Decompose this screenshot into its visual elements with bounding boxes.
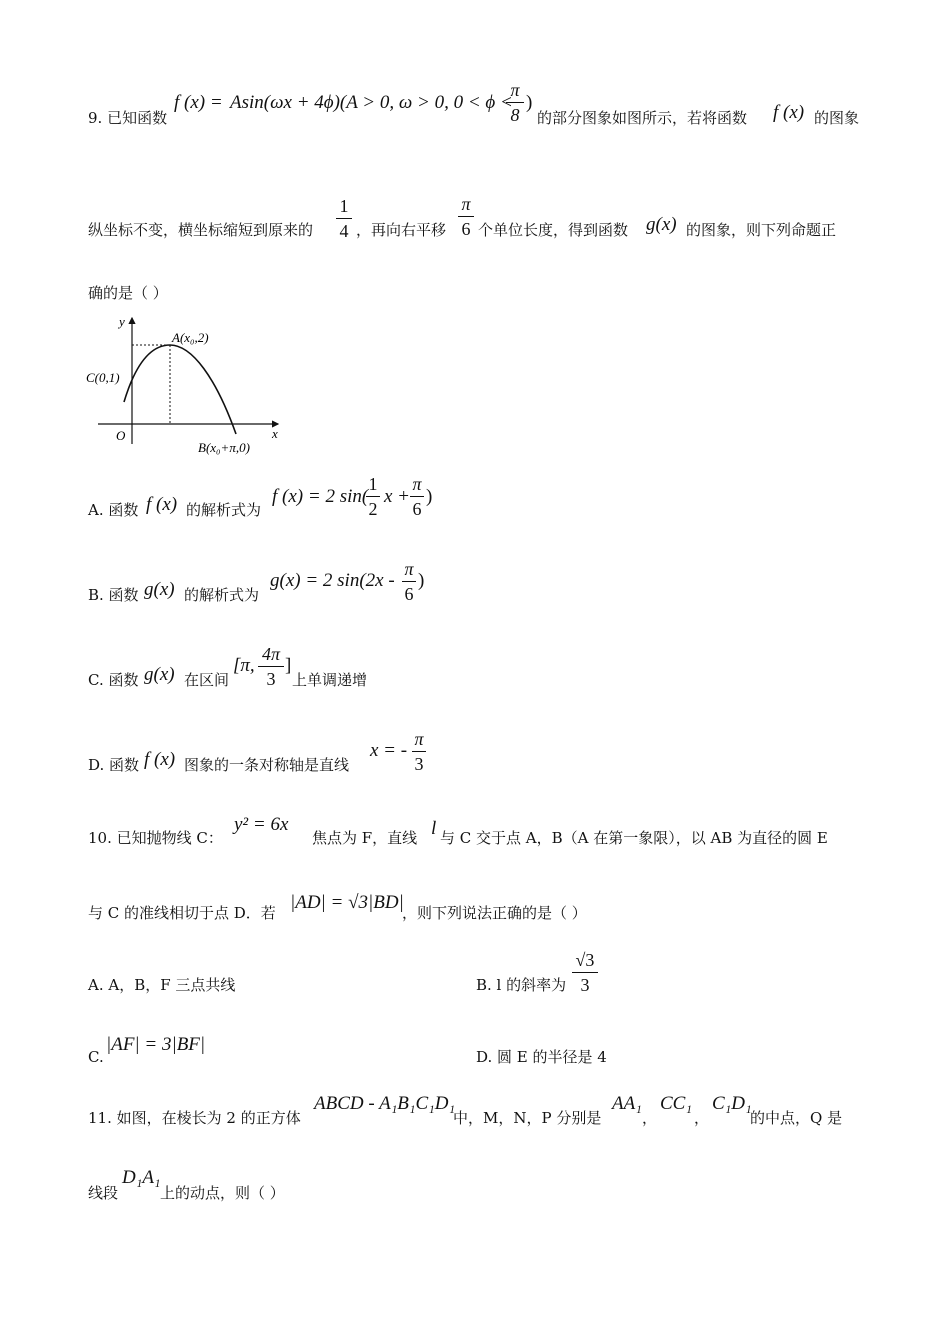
q9-opt-c-frac-num: 4π: [261, 644, 281, 664]
q10-line2-b: ，则下列说法正确的是（ ）: [402, 904, 587, 922]
q9-graph-point-c: C(0,1): [86, 370, 120, 385]
q9-opt-b-text: 的解析式为: [184, 586, 260, 604]
q9-opt-a-label: A. 函数: [88, 501, 139, 519]
q9-func-rhs: Asin(ωx + 4ϕ)(A > 0, ω > 0, 0 < ϕ <: [230, 92, 513, 113]
q9-opt-d-frac-num: π: [414, 729, 424, 749]
q9-line2-b: ，再向右平移: [356, 221, 447, 239]
q9-suffix1: 的部分图象如图所示，若将函数: [537, 109, 748, 127]
q9-opt-b-func: g(x): [144, 579, 175, 600]
q9-opt-a-frac1: [366, 474, 380, 519]
q11-comma2: ，: [694, 1109, 710, 1127]
q9-line3: 确的是（ ）: [88, 284, 168, 302]
q9-opt-d-text: 图象的一条对称轴是直线: [184, 756, 350, 774]
q9-scale-fraction: [336, 196, 352, 241]
q9-opt-a-frac2-den: 6: [412, 499, 422, 519]
q10-equation: y² = 6x: [234, 814, 289, 835]
q9-graph-x-label: x: [272, 426, 278, 441]
q11-cube: ABCD - A₁B₁C₁D₁: [314, 1093, 456, 1114]
q9-opt-b-frac-num: π: [404, 559, 414, 579]
q9-opt-c-label: C. 函数: [88, 671, 139, 689]
q9-opt-d-frac-den: 3: [414, 754, 424, 774]
q10-opt-b-den: 3: [580, 975, 590, 995]
q11-seg3: C₁D₁: [712, 1093, 752, 1114]
q9-opt-c-func: g(x): [144, 664, 175, 685]
q11-text2: 的中点，Q 是: [750, 1109, 843, 1127]
q9-opt-d-expr-pre: x = -: [370, 740, 408, 761]
q9-opt-d-frac: [412, 729, 426, 774]
q10-text1: 焦点为 F，直线: [312, 829, 418, 847]
q9-line2-d: 的图象，则下列命题正: [686, 221, 837, 239]
q9-graph-origin: O: [116, 428, 126, 443]
q9-suffix2: 的图象: [814, 109, 860, 127]
q9-opt-a-text: 的解析式为: [186, 501, 262, 519]
q11-prefix: 11. 如图，在棱长为 2 的正方体: [88, 1109, 301, 1127]
q9-opt-a-func: f (x): [146, 494, 178, 515]
q9-opt-b-expr-post: ): [418, 570, 425, 591]
q11-text1: 中，M，N，P 分别是: [453, 1109, 602, 1127]
q11-comma1: ，: [642, 1109, 658, 1127]
q9-opt-d-func: f (x): [144, 749, 176, 770]
q10-condition: |AD| = √3|BD|: [290, 892, 404, 913]
q11-seg1: AA₁: [612, 1093, 642, 1114]
q9-opt-b-frac: [402, 559, 416, 604]
q9-opt-b-frac-den: 6: [404, 584, 414, 604]
q9-phi-bound-fraction: [506, 80, 524, 125]
q10-line-l: l: [431, 818, 437, 839]
q11-line2-b: 上的动点，则（ ）: [160, 1184, 285, 1202]
q9-graph-point-a: A(x₀,2): [172, 330, 209, 345]
q9-graph-curve: [124, 345, 236, 434]
q9-shift-fraction: [458, 194, 474, 239]
q9-opt-c-expr-post: ]: [285, 655, 292, 676]
q9-opt-b-expr-pre: g(x) = 2 sin(2x -: [270, 570, 395, 591]
q10-opt-d: D. 圆 E 的半径是 4: [476, 1048, 607, 1066]
q9-scale-num: 1: [339, 196, 349, 216]
q9-graph-point-b: B(x₀+π,0): [198, 440, 250, 455]
q9-opt-a-frac1-num: 1: [368, 474, 378, 494]
q9-func-lhs: f (x) =: [174, 92, 223, 113]
q10-prefix: 10. 已知抛物线 C：: [88, 829, 223, 847]
q9-graph: [86, 312, 286, 462]
q9-opt-b-label: B. 函数: [88, 586, 139, 604]
q9-opt-a-frac2: [410, 474, 424, 519]
q10-opt-a: A. A，B，F 三点共线: [88, 976, 236, 994]
q9-phi-bound-num: π: [510, 80, 520, 100]
q11-line2-a: 线段: [88, 1184, 119, 1202]
q9-opt-c-frac: [258, 644, 284, 689]
q10-opt-b-num: √3: [575, 950, 595, 970]
q9-func-close: ): [526, 92, 533, 113]
q9-opt-c-expr-pre: [π,: [233, 655, 255, 676]
q9-opt-c-text: 在区间: [184, 671, 230, 689]
q9-graph-y-label: y: [119, 314, 125, 329]
q9-opt-a-expr-mid: x +: [384, 486, 411, 507]
q9-opt-a-frac2-num: π: [412, 474, 422, 494]
q10-opt-b-frac: [572, 950, 598, 995]
q9-phi-bound-den: 8: [510, 105, 520, 125]
q9-line2-a: 纵坐标不变，横坐标缩短到原来的: [88, 221, 314, 239]
q10-text2: 与 C 交于点 A，B（A 在第一象限），以 AB 为直径的圆 E: [440, 829, 828, 847]
q9-g-of-x: g(x): [646, 214, 677, 235]
q9-f-of-x: f (x): [773, 102, 805, 123]
q11-seg2: CC₁: [660, 1093, 692, 1114]
q9-line2-c: 个单位长度，得到函数: [478, 221, 629, 239]
q9-shift-den: 6: [461, 219, 471, 239]
q11-seg4: D₁A₁: [122, 1167, 161, 1188]
q10-opt-c-label: C.: [88, 1048, 104, 1066]
q10-opt-c-expr: |AF| = 3|BF|: [106, 1034, 206, 1055]
q9-opt-c-text2: 上单调递增: [292, 671, 368, 689]
q9-opt-a-expr-post: ): [426, 486, 433, 507]
q9-opt-c-frac-den: 3: [266, 669, 276, 689]
q9-prefix: 9. 已知函数: [88, 109, 168, 127]
q9-opt-d-label: D. 函数: [88, 756, 140, 774]
q9-opt-a-frac1-den: 2: [368, 499, 378, 519]
q9-shift-num: π: [461, 194, 471, 214]
q9-opt-a-expr-pre: f (x) = 2 sin(: [272, 486, 369, 507]
q10-opt-b-text: B. l 的斜率为: [476, 976, 567, 994]
q10-line2-a: 与 C 的准线相切于点 D．若: [88, 904, 276, 922]
q9-scale-den: 4: [339, 221, 349, 241]
